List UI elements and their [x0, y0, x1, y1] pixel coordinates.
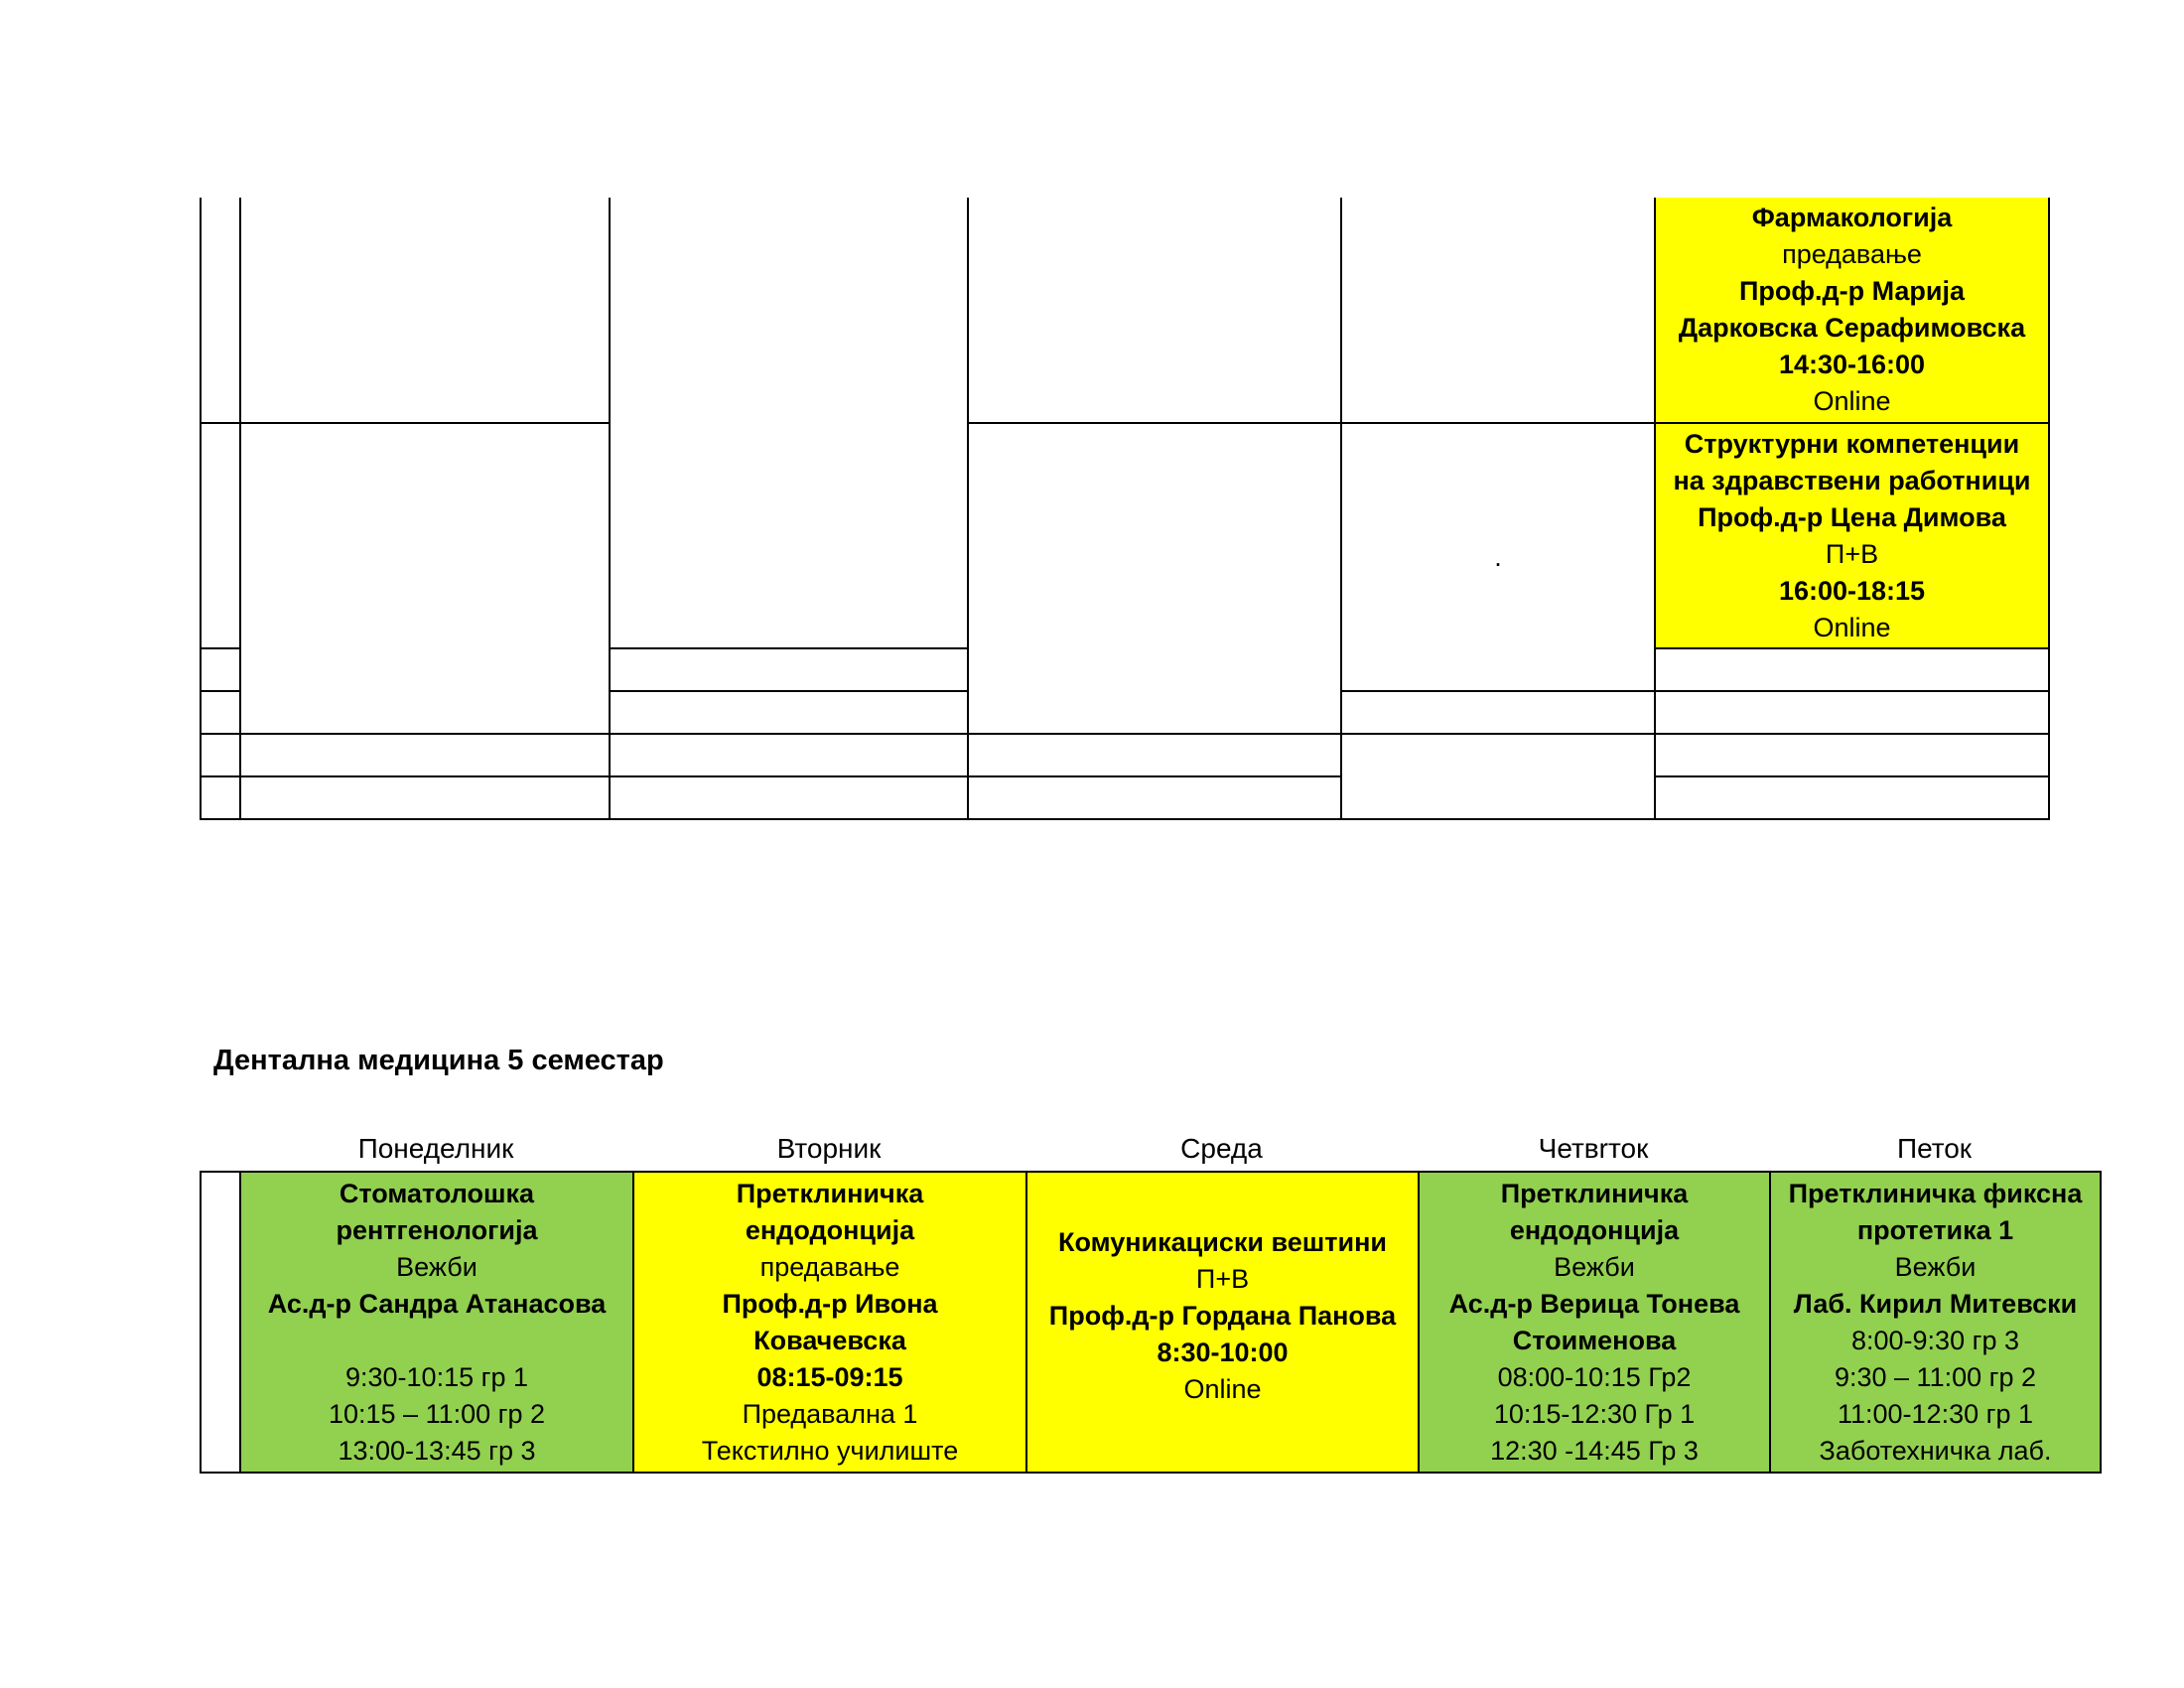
subject-name: Претклиничка — [1500, 1178, 1689, 1208]
subject-name-cont: ендодонција — [745, 1214, 915, 1245]
class-location: Online — [1183, 1374, 1262, 1404]
friday-cell — [1655, 691, 2049, 734]
monday-cell — [240, 734, 610, 776]
lecturer-name: Проф.д-р Марија — [1738, 276, 1966, 306]
class-type: Вежби — [1894, 1251, 1977, 1282]
class-time: 14:30-16:00 — [1778, 350, 1926, 379]
monday-cell — [240, 198, 610, 423]
wednesday-cell — [968, 423, 1341, 734]
day-header-thursday: Четвrток — [1538, 1133, 1649, 1164]
thursday-cell — [1341, 198, 1655, 423]
subject-name-cont: на здравствени работници — [1673, 465, 2031, 495]
class-type: Вежби — [1554, 1251, 1635, 1282]
row-number-cell — [201, 691, 240, 734]
class-room: Предавална 1 — [742, 1398, 918, 1429]
lecturer-name: Проф.д-р Гордана Панова — [1048, 1301, 1397, 1331]
class-time: 08:15-09:15 — [756, 1361, 903, 1392]
group-time: 13:00-13:45 гр 3 — [338, 1435, 536, 1466]
class-type: П+В — [1195, 1264, 1250, 1294]
group-time: 9:30 – 11:00 гр 2 — [1834, 1361, 2036, 1392]
wednesday-cell — [968, 198, 1341, 423]
group-time: 10:15-12:30 Гр 1 — [1493, 1398, 1696, 1429]
lecturer-name-cont: Дарковска Серафимовска — [1678, 313, 2026, 343]
group-time: 12:30 -14:45 Гр 3 — [1490, 1435, 1699, 1466]
friday-cell — [1655, 648, 2049, 691]
class-type: предавање — [1782, 239, 1922, 269]
lecturer-name: Проф.д-р Цена Димова — [1698, 501, 2006, 532]
subject-name-cont: рентгенологија — [336, 1214, 538, 1245]
row-number-cell — [201, 198, 240, 423]
thursday-cell — [1341, 423, 1655, 691]
section-title: Дентална медицина 5 семестар — [213, 1045, 664, 1076]
class-location: Заботехничка лаб. — [1819, 1435, 2052, 1466]
friday-class-cell — [1770, 1172, 2101, 1473]
day-header-wednesday: Среда — [1180, 1133, 1263, 1164]
thursday-mark: . — [1494, 541, 1502, 572]
subject-name: Фармакологија — [1751, 203, 1953, 232]
tuesday-cell — [610, 776, 968, 819]
class-time: 16:00-18:15 — [1778, 575, 1926, 606]
friday-cell — [1655, 734, 2049, 776]
friday-cell — [1655, 776, 2049, 819]
subject-name: Претклиничка фиксна — [1788, 1178, 2083, 1208]
class-type: П+В — [1825, 538, 1879, 569]
tuesday-cell — [610, 198, 968, 648]
group-time: 8:00-9:30 гр 3 — [1851, 1325, 2019, 1355]
subject-name-cont: протетика 1 — [1856, 1214, 2014, 1245]
class-type: предавање — [759, 1251, 900, 1282]
group-time: 10:15 – 11:00 гр 2 — [328, 1398, 546, 1429]
blank-line — [241, 1323, 632, 1359]
subject-name: Претклиничка — [736, 1178, 924, 1208]
lecturer-name-cont: Стоименова — [1512, 1325, 1677, 1355]
group-time: 9:30-10:15 гр 1 — [345, 1361, 528, 1392]
tuesday-cell — [610, 691, 968, 734]
schedule-table-continued — [200, 198, 2050, 820]
thursday-cell — [1341, 734, 1655, 819]
subject-name: Стоматолошка — [339, 1178, 535, 1208]
day-header-tuesday: Вторник — [776, 1133, 882, 1164]
class-type: Вежби — [396, 1251, 478, 1282]
subject-name: Структурни компетенции — [1684, 428, 2020, 459]
lecturer-name: Лаб. Кирил Митевски — [1793, 1288, 2078, 1319]
wednesday-class-cell — [1026, 1172, 1419, 1473]
subject-name-cont: ендодонција — [1509, 1214, 1680, 1245]
row-number-cell — [201, 1172, 240, 1473]
thursday-cell — [1341, 691, 1655, 734]
tuesday-cell — [610, 734, 968, 776]
monday-cell — [240, 423, 610, 734]
class-location: Online — [1813, 386, 1891, 416]
row-number-cell — [201, 734, 240, 776]
friday-cell-pharmacology — [1655, 198, 2049, 423]
lecturer-name: Ас.д-р Сандра Атанасова — [267, 1288, 607, 1319]
lecturer-name-cont: Ковачевска — [753, 1325, 906, 1355]
tuesday-class-cell — [633, 1172, 1026, 1473]
monday-class-cell — [240, 1172, 633, 1473]
class-time: 8:30-10:00 — [1157, 1337, 1289, 1367]
subject-name: Комуникациски вештини — [1057, 1227, 1387, 1257]
row-number-cell — [201, 423, 240, 648]
tuesday-cell — [610, 648, 968, 691]
day-headers — [0, 1133, 2184, 1171]
wednesday-cell — [968, 734, 1341, 776]
wednesday-cell — [968, 776, 1341, 819]
class-location: Текстилно училиште — [701, 1435, 959, 1466]
schedule-table-dental-medicine — [200, 1171, 2102, 1474]
day-header-friday: Петок — [1896, 1133, 1973, 1164]
row-number-cell — [201, 648, 240, 691]
group-time: 11:00-12:30 гр 1 — [1837, 1398, 2033, 1429]
group-time: 08:00-10:15 Гр2 — [1497, 1361, 1692, 1392]
row-number-cell — [201, 776, 240, 819]
class-location: Online — [1813, 612, 1891, 642]
thursday-class-cell — [1419, 1172, 1770, 1473]
lecturer-name: Ас.д-р Верица Тонева — [1448, 1288, 1740, 1319]
friday-cell-structural-competencies — [1655, 423, 2049, 648]
monday-cell — [240, 776, 610, 819]
lecturer-name: Проф.д-р Ивона — [722, 1288, 938, 1319]
day-header-monday: Понеделник — [357, 1133, 514, 1164]
